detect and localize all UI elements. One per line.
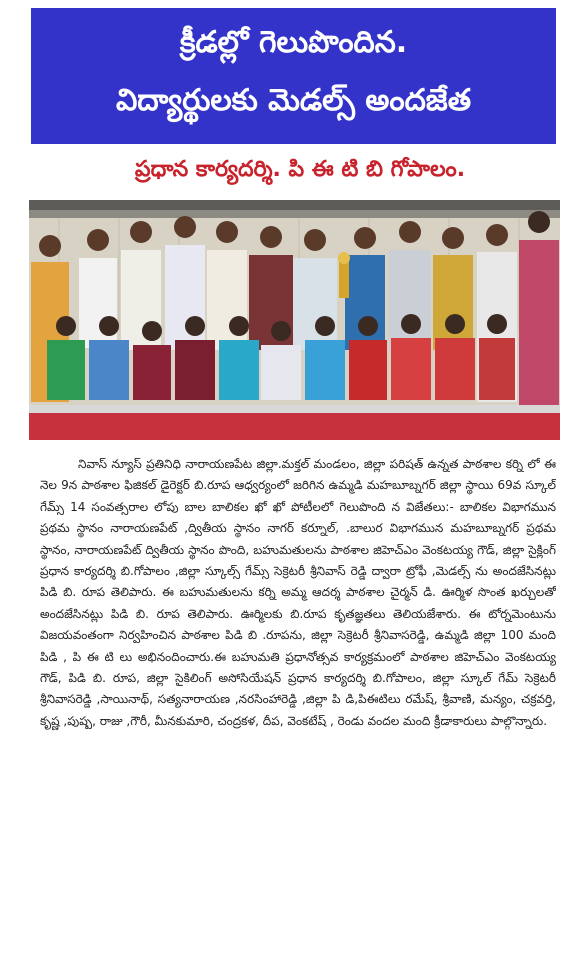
headline-line-1: క్రీడల్లో గెలుపొందిన. <box>179 25 408 60</box>
subheadline: ప్రధాన కార్యదర్శి. పి ఈ టి బి గోపాలం. <box>134 157 466 182</box>
headline-banner <box>31 8 556 144</box>
group-photo <box>29 200 560 440</box>
article-body: నివాస్ న్యూస్ ప్రతినిధి నారాయణపేట జిల్లా.మక్తల్ మండలం, జిల్లా పరిషత్ ఉన్నత పాఠశాల కర్ని లో ఈ నెల 9న పాఠశాల ఫిజికల్ డైరెక్టర్ బి.రూప ఆధ్వర్యంలో జరిగిన ఉమ్మడి మహబూబ్నగర్ జిల్లా స్థాయి 69వ స్కూల్ గేమ్స్ 14 సంవత్సరాల లోపు బాల బాలికల ఖో ఖో పోటీలలో గెలుపొంది న విజేతలు:- బాలికల విభాగమున ప్రథమ స్థానం నారాయణపేట్ ,ద్వితీయ స్థానం నాగర్ కర్నూల్, .బాలుర విభాగమున మహబూబ్నగర్ ప్రథమ స్థానం, నారాయణపేట్ ద్వితీయ స్థానం పొంది, బహుమతులను పాఠశాల జిహెచ్ఎం వెంకటయ్య గౌడ్, జిల్లా సైక్లింగ్ ప్రధాన కార్యదర్శి బి.గోపాలం ,జిల్లా స్కూల్స్ గేమ్స్ సెక్రెటరీ శ్రీనివాస్ రెడ్డి ద్వారా ట్రోఫీ ,మెడల్స్ ను అందజేసినట్లు పిడి బి. రూప తెలిపారు. ఈ బహుమతులను కర్ని అమ్మ ఆదర్శ పాఠశాల చైర్మన్ డి. ఊర్మిళ సొంత ఖర్చులతో అందజేసినట్లు పిడి బి. రూప తెలిపారు. ఊర్మిలకు బి.రూప కృతజ్ఞతలు తెలియజేశారు. ఈ టోర్నమెంటును విజయవంతంగా నిర్వహించిన పాఠశాల పిడి బి .రూపను, జిల్లా సెక్రెటరీ శ్రీనివాసరెడ్డి, ఉమ్మడి జిల్లా 100 మంది పిడి , పి ఈ టి లు అభినందించారు.ఈ బహుమతి ప్రధానోత్సవ కార్యక్రమంలో పాఠశాల జిహెచ్ఎం వెంకటయ్య గౌడ్, పిడి బి. రూప, జిల్లా సైకిలింగ్ అసోసియేషన్ ప్రధాన కార్యదర్శి బి.గోపాలం, జిల్లా స్కూల్ గేమ్ సెక్రెటరీ శ్రీనివాసరెడ్డి ,సాయినాథ్, సత్యనారాయణ ,నరసింహారెడ్డి ,జిల్లా పి డి,పిఈటిలు రమేష్, శ్రీవాణి, మన్యం, చక్రవర్తి, కృష్ణ ,పుష్ప, రాజు ,గౌరీ, మీనకుమారి, చంద్రకళ, దీప, వెంకటేష్ , రెండు వందల మంది క్రీడాకారులు పాల్గొన్నారు. <box>40 457 556 728</box>
headline-line-2: విద్యార్థులకు మెడల్స్ అందజేత <box>115 83 472 118</box>
